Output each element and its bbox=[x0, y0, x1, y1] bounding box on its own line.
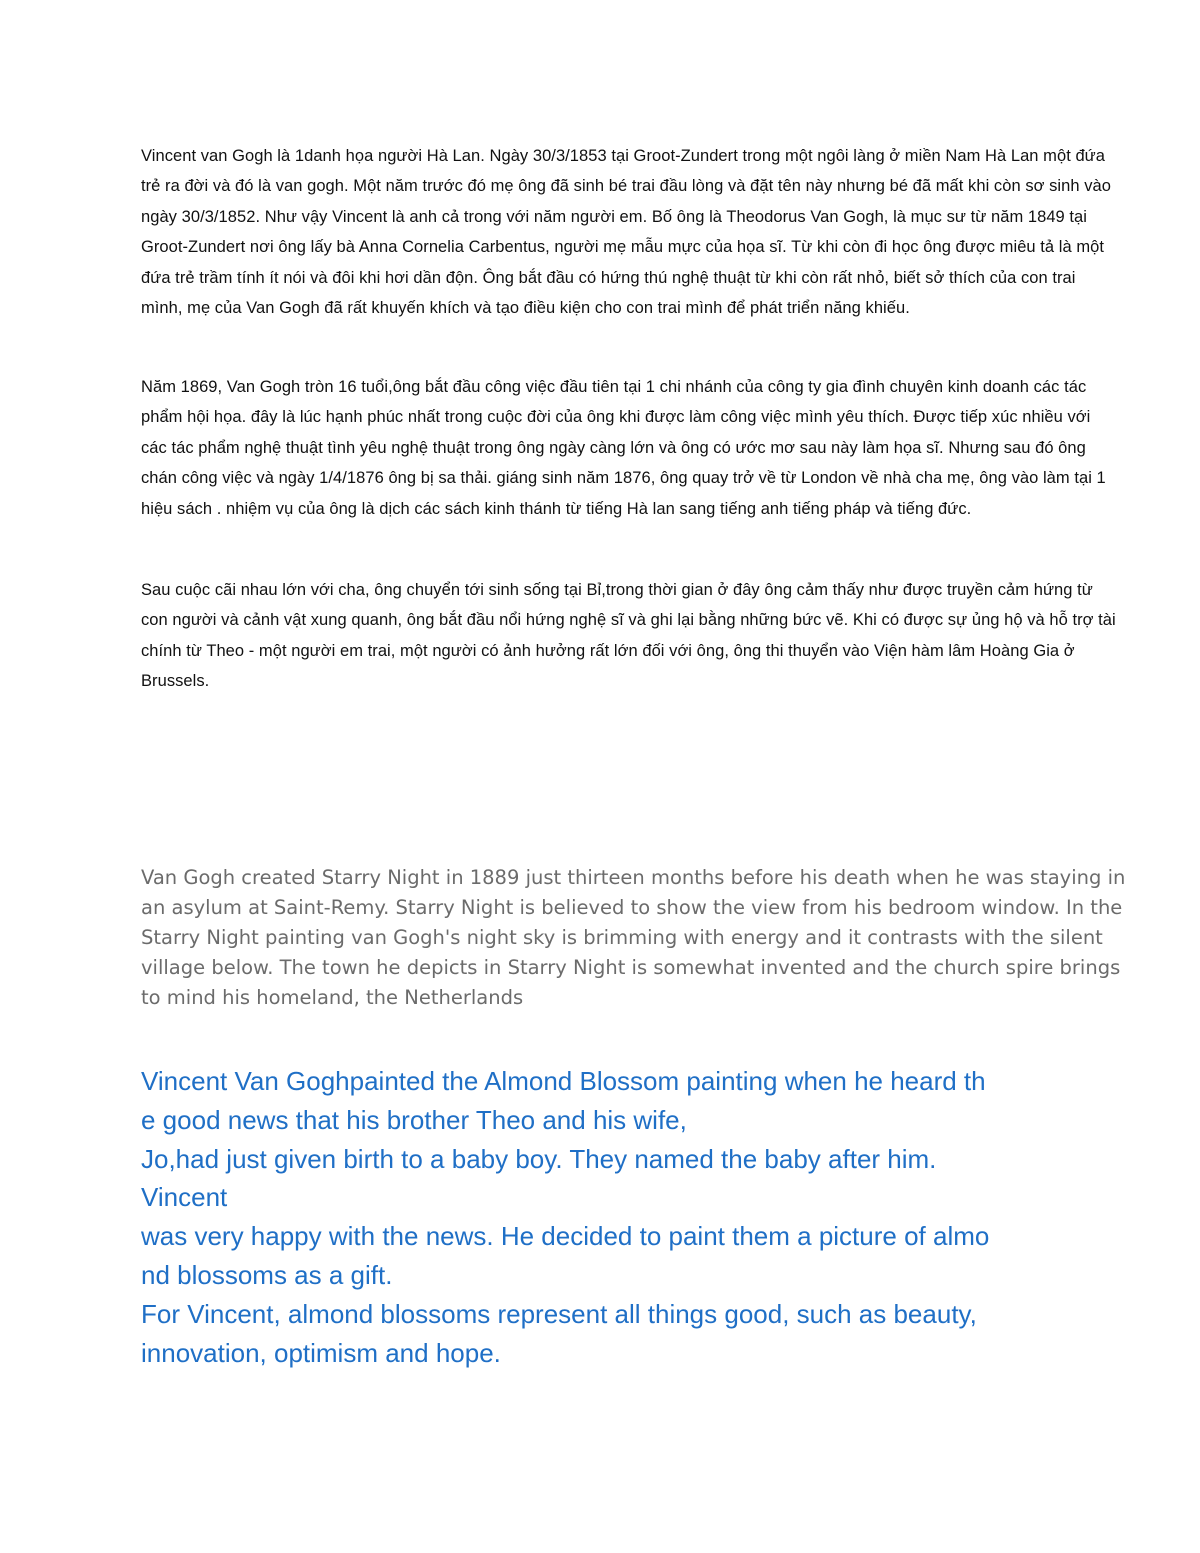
starry-night-paragraph: Van Gogh created Starry Night in 1889 just thirteen months before his death when he was staying in an asylum at Saint-Remy. Starry Night is believed to show the view from his bedroom window. In the Starry Night painting van Gogh's night sky is brimming with energy and it contrasts with the silent village below. The town he depicts in Starry Night is somewhat invented and the church spire brings to mind his homeland, the Netherlands bbox=[141, 866, 1126, 1009]
almond-line: Jo,had just given birth to a baby boy. They named the baby after him. bbox=[141, 1143, 937, 1174]
vietnamese-paragraph-3 bbox=[141, 575, 1116, 697]
paragraph-text: Năm 1869, Van Gogh tròn 16 tuổi,ông bắt đầu công việc đầu tiên tại 1 chi nhánh của công ty gia đình chuyên kinh doanh các tác phẩm hội họa. đây là lúc hạnh phúc nhất trong cuộc đời của ông khi được làm công việc mình yêu thích. Được tiếp xúc nhiều với các tác phẩm nghệ thuật tình yêu nghệ thuật trong ông ngày càng lớn và ông có ước mơ sau này làm họa sĩ. Nhưng sau đó ông chán công việc và ngày 1/4/1876 ông bị sa thải. giáng sinh năm 1876, ông quay trở về từ London về nhà cha mẹ, ông vào làm tại 1 hiệu sách . nhiệm vụ của ông là dịch các sách kinh thánh từ tiếng Hà lan sang tiếng anh tiếng pháp và tiếng đức. bbox=[141, 378, 1106, 518]
paragraph-text: Sau cuộc cãi nhau lớn với cha, ông chuyển tới sinh sống tại Bỉ,trong thời gian ở đây ông cảm thấy như được truyền cảm hứng từ con người và cảnh vật xung quanh, ông bắt đầu nổi hứng nghệ sĩ và ghi lại bằng những bức vẽ. Khi có được sự ủng hộ và hỗ trợ tài chính từ Theo - một người em trai, một người có ảnh hưởng rất lớn đối với ông, ông thi thuyển vào Viện hàm lâm Hoàng Gia ở Brussels. bbox=[141, 581, 1116, 691]
almond-line: nd blossoms as a gift. bbox=[141, 1259, 393, 1290]
vietnamese-paragraph-1 bbox=[141, 141, 1116, 323]
almond-blossom-paragraph bbox=[141, 1062, 1131, 1372]
almond-line: was very happy with the news. He decided to paint them a picture of almo bbox=[141, 1221, 990, 1252]
almond-line: innovation, optimism and hope. bbox=[141, 1337, 501, 1368]
almond-line: Vincent Van Goghpainted the Almond Blossom painting when he heard th bbox=[141, 1066, 986, 1096]
almond-line: For Vincent, almond blossoms represent all things good, such as beauty, bbox=[141, 1298, 977, 1329]
almond-line: e good news that his brother Theo and his wife, bbox=[141, 1104, 687, 1135]
vietnamese-paragraph-2 bbox=[141, 372, 1116, 524]
almond-line: Vincent bbox=[141, 1182, 228, 1213]
paragraph-text: Vincent van Gogh là 1danh họa người Hà Lan. Ngày 30/3/1853 tại Groot-Zundert trong một ngôi làng ở miền Nam Hà Lan một đứa trẻ ra đời và đó là van gogh. Một năm trước đó mẹ ông đã sinh bé trai đầu lòng và đặt tên này nhưng bé đã mất khi còn sơ sinh vào ngày 30/3/1852. Như vậy Vincent là anh cả trong với năm người em. Bố ông là Theodorus Van Gogh, là mục sư từ năm 1849 tại Groot-Zundert nơi ông lấy bà Anna Cornelia Carbentus, người mẹ mẫu mực của họa sĩ. Từ khi còn đi học ông được miêu tả là một đứa trẻ trầm tính ít nói và đôi khi hơi dần độn. Ông bắt đầu có hứng thú nghệ thuật từ khi còn rất nhỏ, biết sở thích của con trai mình, mẹ của Van Gogh đã rất khuyến khích và tạo điều kiện cho con trai mình để phát triển năng khiếu. bbox=[141, 147, 1111, 318]
